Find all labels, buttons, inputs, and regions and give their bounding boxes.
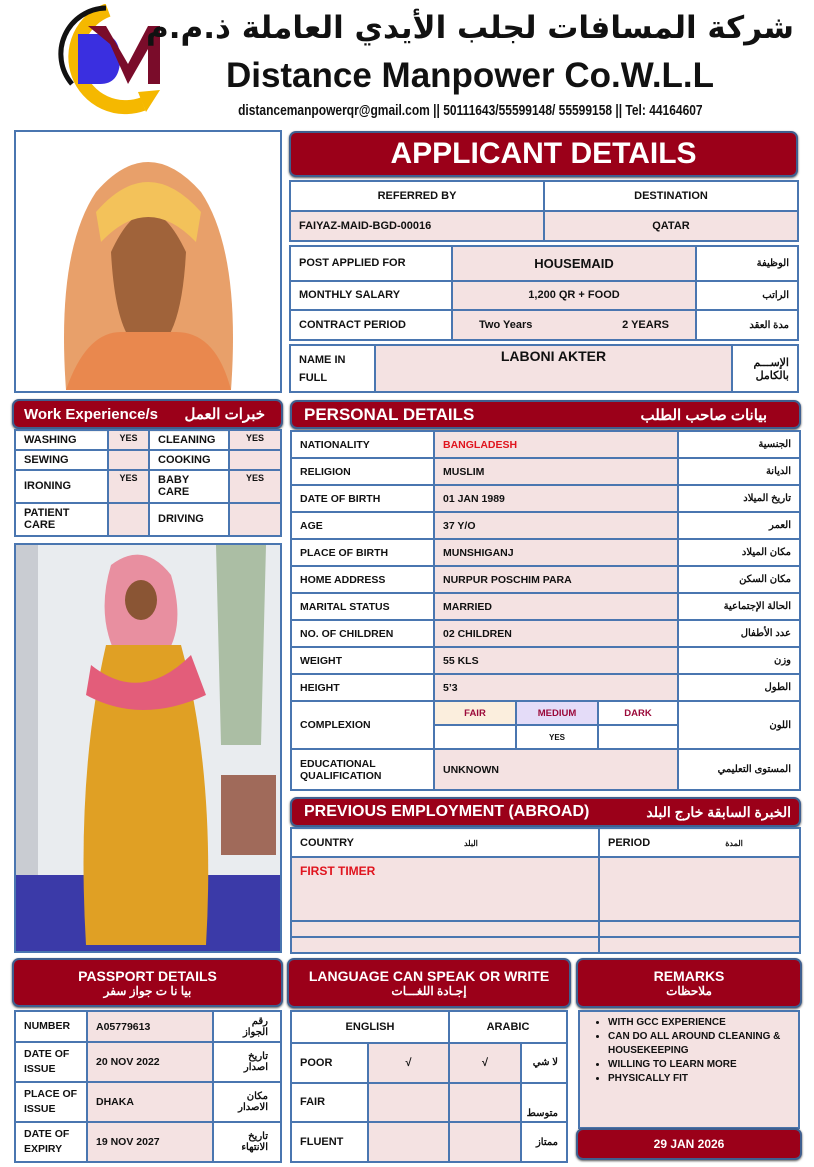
language-header bbox=[287, 958, 571, 1008]
field-label: NATIONALITY bbox=[291, 431, 434, 458]
complexion-mark: YES bbox=[516, 725, 598, 749]
skill-label: WASHING bbox=[15, 430, 108, 450]
period-cell bbox=[599, 937, 800, 953]
field-value: MARRIED bbox=[434, 593, 678, 620]
field-value: 55 KLS bbox=[434, 647, 678, 674]
work-row bbox=[15, 450, 281, 470]
work-title: Work Experience/s bbox=[24, 405, 158, 423]
skill-label: CLEANING bbox=[149, 430, 229, 450]
salary-label: MONTHLY SALARY bbox=[290, 281, 452, 311]
field-ar: عدد الأطفال bbox=[678, 620, 800, 647]
personal-row bbox=[291, 647, 800, 674]
field-ar: مكان الميلاد bbox=[678, 539, 800, 566]
skill-value: YES bbox=[229, 430, 281, 450]
personal-title-ar: بيانات صاحب الطلب bbox=[640, 406, 767, 424]
level-ar: متوسط bbox=[521, 1083, 567, 1123]
period-ar: المدة bbox=[725, 838, 743, 848]
contract-years: 2 YEARS bbox=[622, 319, 669, 332]
period-cell bbox=[599, 921, 800, 937]
personal-details-table bbox=[290, 430, 801, 791]
level-label: FLUENT bbox=[291, 1122, 368, 1162]
complexion-ar: اللون bbox=[678, 701, 800, 749]
personal-row bbox=[291, 539, 800, 566]
education-ar: المستوى التعليمي bbox=[678, 749, 800, 790]
company-name: Distance Manpower Co.W.L.L bbox=[225, 56, 715, 95]
passport-row bbox=[15, 1122, 281, 1162]
field-ar: الجنسية bbox=[678, 431, 800, 458]
personal-details-header bbox=[290, 400, 801, 429]
previous-title: PREVIOUS EMPLOYMENT (ABROAD) bbox=[304, 803, 590, 820]
field-ar: وزن bbox=[678, 647, 800, 674]
level-label: POOR bbox=[291, 1043, 368, 1083]
skill-label: PATIENT CARE bbox=[15, 503, 108, 536]
passport-value: A05779613 bbox=[87, 1011, 213, 1042]
personal-row bbox=[291, 674, 800, 701]
skill-label: BABY CARE bbox=[149, 470, 229, 503]
field-value: BANGLADESH bbox=[434, 431, 678, 458]
post-value: HOUSEMAID bbox=[452, 246, 696, 281]
field-value: 37 Y/O bbox=[434, 512, 678, 539]
personal-row bbox=[291, 485, 800, 512]
arabic-mark: √ bbox=[449, 1043, 521, 1083]
first-timer: FIRST TIMER bbox=[291, 857, 599, 921]
field-ar: مكان السكن bbox=[678, 566, 800, 593]
passport-ar: رقم الجواز bbox=[213, 1011, 281, 1042]
period-label: PERIOD bbox=[608, 836, 651, 849]
applicant-details-title bbox=[289, 131, 798, 177]
referred-by-label: REFERRED BY bbox=[290, 181, 544, 211]
contract-label: CONTRACT PERIOD bbox=[290, 310, 452, 340]
passport-value: DHAKA bbox=[87, 1082, 213, 1122]
company-name-arabic-row bbox=[146, 6, 794, 52]
personal-row bbox=[291, 566, 800, 593]
remark-item: • WILLING TO LEARN MORE bbox=[608, 1058, 792, 1072]
destination-value: QATAR bbox=[544, 211, 798, 241]
country-ar: البلد bbox=[463, 838, 478, 848]
name-ar: الإســـم بالكامل bbox=[732, 345, 798, 392]
field-value: MUSLIM bbox=[434, 458, 678, 485]
work-experience-table bbox=[14, 429, 282, 537]
work-row bbox=[15, 430, 281, 450]
english-mark bbox=[368, 1122, 449, 1162]
english-mark: √ bbox=[368, 1043, 449, 1083]
language-table bbox=[290, 1010, 568, 1163]
language-row bbox=[291, 1122, 567, 1162]
skill-value bbox=[108, 503, 149, 536]
field-label: DATE OF BIRTH bbox=[291, 485, 434, 512]
remarks-title: REMARKS bbox=[653, 968, 725, 984]
arabic-header: ARABIC bbox=[449, 1011, 567, 1043]
name-table bbox=[289, 344, 799, 393]
complexion-mark bbox=[434, 725, 516, 749]
passport-title-ar: بيا نا ت جواز سفر bbox=[103, 983, 192, 998]
field-value: MUNSHIGANJ bbox=[434, 539, 678, 566]
contract-ar: مدة العقد bbox=[696, 310, 798, 340]
passport-table bbox=[14, 1010, 282, 1163]
skill-label: IRONING bbox=[15, 470, 108, 503]
complexion-mark bbox=[598, 725, 678, 749]
referral-table bbox=[289, 180, 799, 242]
language-row bbox=[291, 1083, 567, 1123]
passport-title: PASSPORT DETAILS bbox=[78, 967, 217, 984]
field-value: 02 CHILDREN bbox=[434, 620, 678, 647]
passport-label: DATE OF EXPIRY bbox=[15, 1122, 87, 1162]
passport-ar: تاريخ الانتهاء bbox=[213, 1122, 281, 1162]
personal-row bbox=[291, 620, 800, 647]
skill-value: YES bbox=[108, 470, 149, 503]
skill-value: YES bbox=[229, 470, 281, 503]
field-label: HOME ADDRESS bbox=[291, 566, 434, 593]
skill-value bbox=[229, 503, 281, 536]
field-value: 5’3 bbox=[434, 674, 678, 701]
title-text: APPLICANT DETAILS bbox=[390, 137, 697, 170]
education-value: UNKNOWN bbox=[434, 749, 678, 790]
complexion-option: DARK bbox=[598, 701, 678, 725]
field-ar: الحالة الإجتماعية bbox=[678, 593, 800, 620]
passport-row bbox=[15, 1082, 281, 1122]
passport-label: DATE OF ISSUE bbox=[15, 1042, 87, 1082]
skill-value bbox=[108, 450, 149, 470]
language-row bbox=[291, 1043, 567, 1083]
post-ar: الوظيفة bbox=[696, 246, 798, 281]
salary-value: 1,200 QR + FOOD bbox=[452, 281, 696, 311]
country-cell bbox=[291, 921, 599, 937]
applicant-photo bbox=[14, 130, 282, 393]
english-mark bbox=[368, 1083, 449, 1123]
passport-value: 20 NOV 2022 bbox=[87, 1042, 213, 1082]
passport-ar: مكان الاصدار bbox=[213, 1082, 281, 1122]
field-ar: العمر bbox=[678, 512, 800, 539]
field-label: AGE bbox=[291, 512, 434, 539]
period-header bbox=[599, 828, 800, 857]
passport-header bbox=[12, 958, 283, 1007]
post-label: POST APPLIED FOR bbox=[290, 246, 452, 281]
previous-employment-table bbox=[290, 827, 801, 954]
country-label: COUNTRY bbox=[300, 836, 354, 849]
field-value: NURPUR POSCHIM PARA bbox=[434, 566, 678, 593]
passport-value: 19 NOV 2027 bbox=[87, 1122, 213, 1162]
work-row bbox=[15, 503, 281, 536]
english-header: ENGLISH bbox=[291, 1011, 449, 1043]
remark-item: • CAN DO ALL AROUND CLEANING & HOUSEKEEPING bbox=[608, 1030, 792, 1058]
personal-row bbox=[291, 512, 800, 539]
remarks-body bbox=[578, 1010, 800, 1129]
name-label: NAME IN FULL bbox=[290, 345, 375, 392]
remarks-date bbox=[576, 1128, 802, 1160]
field-label: RELIGION bbox=[291, 458, 434, 485]
education-label: EDUCATIONAL QUALIFICATION bbox=[291, 749, 434, 790]
personal-row bbox=[291, 431, 800, 458]
complexion-option: FAIR bbox=[434, 701, 516, 725]
level-label: FAIR bbox=[291, 1083, 368, 1123]
field-label: NO. OF CHILDREN bbox=[291, 620, 434, 647]
skill-label: COOKING bbox=[149, 450, 229, 470]
country-header bbox=[291, 828, 599, 857]
personal-row bbox=[291, 593, 800, 620]
skill-label: DRIVING bbox=[149, 503, 229, 536]
field-label: MARITAL STATUS bbox=[291, 593, 434, 620]
full-body-photo bbox=[14, 543, 282, 953]
field-ar: تاريخ الميلاد bbox=[678, 485, 800, 512]
country-cell bbox=[291, 937, 599, 953]
skill-value: YES bbox=[108, 430, 149, 450]
skill-value bbox=[229, 450, 281, 470]
remark-item: • WITH GCC EXPERIENCE bbox=[608, 1016, 792, 1030]
contract-value bbox=[452, 310, 696, 340]
arabic-mark bbox=[449, 1083, 521, 1123]
passport-ar: تاريخ اصدار bbox=[213, 1042, 281, 1082]
field-ar: الطول bbox=[678, 674, 800, 701]
remarks-header bbox=[576, 958, 802, 1008]
work-row bbox=[15, 470, 281, 503]
language-title-ar: إجـادة اللغـــات bbox=[391, 984, 467, 998]
work-experience-header bbox=[12, 399, 283, 429]
contact-row bbox=[100, 102, 814, 122]
contract-words: Two Years bbox=[479, 319, 533, 332]
passport-row bbox=[15, 1011, 281, 1042]
level-ar: ممتاز bbox=[521, 1122, 567, 1162]
level-ar: لا شي bbox=[521, 1043, 567, 1083]
passport-label: PLACE OF ISSUE bbox=[15, 1082, 87, 1122]
field-ar: الديانة bbox=[678, 458, 800, 485]
company-name-arabic: شركة المسافات لجلب الأيدي العاملة ذ.م.م bbox=[146, 10, 794, 46]
arabic-mark bbox=[449, 1122, 521, 1162]
destination-label: DESTINATION bbox=[544, 181, 798, 211]
field-value: 01 JAN 1989 bbox=[434, 485, 678, 512]
contact-info: distancemanpowerqr@gmail.com || 50111643/55599148/ 55599158 || Tel: 44164607 bbox=[237, 102, 703, 119]
job-table bbox=[289, 245, 799, 341]
skill-label: SEWING bbox=[15, 450, 108, 470]
passport-label: NUMBER bbox=[15, 1011, 87, 1042]
field-label: WEIGHT bbox=[291, 647, 434, 674]
salary-ar: الراتب bbox=[696, 281, 798, 311]
personal-title: PERSONAL DETAILS bbox=[304, 404, 475, 424]
field-label: PLACE OF BIRTH bbox=[291, 539, 434, 566]
remarks-title-ar: ملاحظات bbox=[666, 984, 712, 998]
previous-employment-header bbox=[290, 797, 801, 827]
period-cell bbox=[599, 857, 800, 921]
complexion-option: MEDIUM bbox=[516, 701, 598, 725]
name-value: LABONI AKTER bbox=[375, 345, 732, 392]
language-title: LANGUAGE CAN SPEAK OR WRITE bbox=[308, 968, 550, 984]
work-title-ar: خبرات العمل bbox=[184, 406, 265, 423]
company-name-row bbox=[170, 56, 770, 98]
complexion-label: COMPLEXION bbox=[291, 701, 434, 749]
personal-row bbox=[291, 458, 800, 485]
referred-by-value: FAIYAZ-MAID-BGD-00016 bbox=[290, 211, 544, 241]
passport-row bbox=[15, 1042, 281, 1082]
date-text: 29 JAN 2026 bbox=[653, 1137, 725, 1151]
field-label: HEIGHT bbox=[291, 674, 434, 701]
remark-item: • PHYSICALLY FIT bbox=[608, 1072, 792, 1086]
previous-title-ar: الخبرة السابقة خارج البلد bbox=[646, 803, 791, 820]
